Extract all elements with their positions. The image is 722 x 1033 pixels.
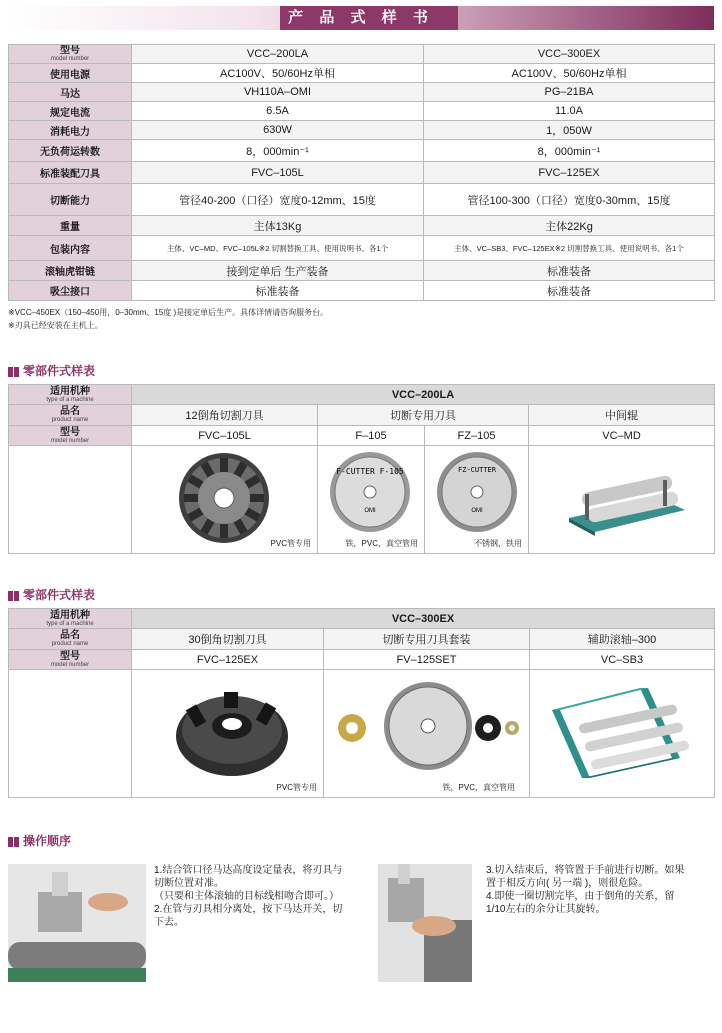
spec-value-a: 630W bbox=[132, 121, 424, 140]
parts1-row-images bbox=[9, 446, 715, 554]
blade-brand: OMI bbox=[471, 508, 483, 514]
spec-value-b: FVC–125EX bbox=[424, 162, 715, 184]
parts1-row-machine bbox=[9, 385, 715, 405]
product-name: 中间辊 bbox=[529, 405, 715, 426]
spec-row bbox=[9, 162, 715, 184]
parts2-table bbox=[8, 608, 715, 798]
label-cn: 品名 bbox=[60, 406, 80, 417]
label-cn: 适用机种 bbox=[50, 609, 90, 621]
model-label bbox=[9, 426, 132, 446]
parts1-row-name bbox=[9, 405, 715, 426]
spec-value-b: 主体22Kg bbox=[424, 216, 715, 236]
model-value: FVC–125EX bbox=[132, 650, 324, 670]
spec-label: 标准装配刀具 bbox=[9, 162, 132, 184]
blade-label: F-CUTTER F-105 bbox=[336, 467, 404, 476]
step-line: 切断位置对准。 bbox=[154, 878, 224, 889]
spec-label: 无负荷运转数 bbox=[9, 140, 132, 162]
model-value: FV–125SET bbox=[324, 650, 530, 670]
product-image-cell bbox=[318, 446, 425, 554]
spec-note-2: ※刃具已经安装在主机上。 bbox=[8, 321, 103, 330]
parts1-heading: 零部件式样表 bbox=[23, 364, 96, 378]
spec-row bbox=[9, 64, 715, 83]
operation-photo-1 bbox=[8, 864, 146, 982]
step-line: （只要和主体滚轴的目标线相吻合即可。） bbox=[154, 891, 339, 902]
spec-row-model bbox=[9, 45, 715, 64]
spec-label: 重量 bbox=[9, 216, 132, 236]
chamfer-blade-30-image bbox=[132, 670, 324, 794]
model-value: VC–MD bbox=[529, 426, 715, 446]
spec-value-a: 8，000min⁻¹ bbox=[132, 140, 424, 162]
parts2-row-name bbox=[9, 629, 715, 650]
cutting-blade-fz105-image bbox=[425, 446, 529, 550]
parts2-heading: 零部件式样表 bbox=[23, 588, 96, 602]
caption: 不锈钢，铁用 bbox=[474, 539, 522, 548]
spec-row bbox=[9, 216, 715, 236]
cutting-blade-f105-image bbox=[318, 446, 425, 550]
spec-value-a: 6.5A bbox=[132, 102, 424, 121]
step-text-2 bbox=[486, 864, 716, 916]
step-line: 置于相反方向( 另一端 )，则很危险。 bbox=[486, 878, 649, 889]
spec-table bbox=[8, 44, 715, 301]
blade-tooth bbox=[220, 524, 228, 538]
spec-value-b: 管径100-300（口径）宽度0-30mm、15度 bbox=[424, 184, 715, 216]
product-image-cell bbox=[132, 670, 324, 798]
spec-value-a: VH110A–OMI bbox=[132, 83, 424, 102]
product-image-cell bbox=[132, 446, 318, 554]
spec-value-b: 主体、VC–SB3、FVC–125EX※2 切割替换工具、使用说明书、各1个 bbox=[424, 236, 715, 261]
product-name: 切断专用刀具 bbox=[318, 405, 529, 426]
model-label bbox=[9, 650, 132, 670]
spec-row bbox=[9, 184, 715, 216]
spec-row bbox=[9, 261, 715, 281]
label-en: model number bbox=[50, 661, 90, 668]
page-title: 产 品 式 样 书 bbox=[288, 9, 434, 26]
step-line: 下去。 bbox=[154, 917, 184, 928]
product-name: 辅助滚轴–300 bbox=[530, 629, 715, 650]
blade-tooth bbox=[250, 494, 264, 502]
chamfer-blade-12-image bbox=[132, 446, 318, 550]
section-squares-icon bbox=[8, 591, 20, 602]
product-name: 30倒角切割刀具 bbox=[132, 629, 324, 650]
label-cn: 型号 bbox=[60, 426, 80, 438]
machine-value: VCC–200LA bbox=[132, 385, 715, 405]
model-value: VC–SB3 bbox=[530, 650, 715, 670]
spec-label: 使用电源 bbox=[9, 64, 132, 83]
machine-value: VCC–300EX bbox=[132, 609, 715, 629]
parts2-row-model bbox=[9, 650, 715, 670]
label-cn: 型号 bbox=[60, 650, 80, 662]
label-cn: 型号 bbox=[60, 45, 80, 56]
caption: PVC管专用 bbox=[276, 783, 317, 792]
cutting-blade-set-image bbox=[324, 670, 530, 794]
caption: 铁，PVC，真空管用 bbox=[345, 539, 418, 548]
spec-value-b: AC100V、50/60Hz单相 bbox=[424, 64, 715, 83]
parts1-table bbox=[8, 384, 715, 554]
name-label bbox=[9, 405, 132, 426]
spec-label: 包装内容 bbox=[9, 236, 132, 261]
step-line: 1.结合管口径马达高度设定量表，将刃具与 bbox=[154, 865, 343, 876]
step-text-1 bbox=[154, 864, 374, 929]
label-en: product name bbox=[51, 417, 89, 423]
parts1-section-title bbox=[8, 362, 95, 379]
label-en: type of a machine bbox=[46, 620, 94, 627]
label-en: product name bbox=[51, 641, 89, 647]
product-image-cell bbox=[529, 446, 715, 554]
machine-label bbox=[9, 609, 132, 629]
blade-tooth bbox=[220, 458, 228, 472]
spec-value-a: 接到定单后 生产装备 bbox=[132, 261, 424, 281]
product-name: 切断专用刀具套装 bbox=[324, 629, 530, 650]
step-line: 1/10左右的余分让其旋转。 bbox=[486, 904, 606, 915]
label-en: model number bbox=[50, 56, 90, 62]
parts2-row-machine bbox=[9, 609, 715, 629]
spec-row bbox=[9, 121, 715, 140]
model-value: FZ–105 bbox=[425, 426, 529, 446]
step-line: 4.即使一圈切割完毕，由于倒角的关系，留 bbox=[486, 891, 675, 902]
spec-value-b: PG–21BA bbox=[424, 83, 715, 102]
label-en: type of a machine bbox=[46, 396, 94, 403]
spec-value-b: 标准装备 bbox=[424, 281, 715, 301]
spec-value-a: AC100V、50/60Hz单相 bbox=[132, 64, 424, 83]
spec-row bbox=[9, 140, 715, 162]
label-cn: 品名 bbox=[60, 630, 80, 641]
caption: PVC管专用 bbox=[270, 539, 311, 548]
spec-value-a: FVC–105L bbox=[132, 162, 424, 184]
spec-row bbox=[9, 83, 715, 102]
product-name: 12倒角切割刀具 bbox=[132, 405, 318, 426]
parts2-section-title bbox=[8, 586, 95, 603]
product-image-cell bbox=[425, 446, 529, 554]
spec-label: 马达 bbox=[9, 83, 132, 102]
section-squares-icon bbox=[8, 367, 20, 378]
caption: 铁，PVC，真空管用 bbox=[442, 783, 515, 792]
blade-label: FZ-CUTTER bbox=[458, 466, 496, 474]
label-en: model number bbox=[50, 437, 90, 444]
middle-roller-image bbox=[529, 446, 715, 550]
product-image-cell bbox=[530, 670, 715, 798]
blade-tooth bbox=[184, 494, 198, 502]
spec-value-a: VCC–200LA bbox=[132, 45, 424, 64]
spec-row bbox=[9, 281, 715, 301]
operation-photo-2 bbox=[378, 864, 472, 982]
name-label bbox=[9, 629, 132, 650]
step-line: 3.切入结束后，将管置于手前进行切断。如果 bbox=[486, 865, 685, 876]
model-value: F–105 bbox=[318, 426, 425, 446]
image-label-cell bbox=[9, 446, 132, 554]
parts1-row-model bbox=[9, 426, 715, 446]
support-roller-image bbox=[530, 670, 715, 794]
spec-value-b: 8，000min⁻¹ bbox=[424, 140, 715, 162]
spec-value-a: 管径40-200（口径）宽度0-12mm、15度 bbox=[132, 184, 424, 216]
spec-label-model bbox=[9, 45, 132, 64]
image-label-cell bbox=[9, 670, 132, 798]
spec-label: 切断能力 bbox=[9, 184, 132, 216]
model-value: FVC–105L bbox=[132, 426, 318, 446]
operation-heading: 操作顺序 bbox=[23, 834, 72, 848]
spec-row bbox=[9, 102, 715, 121]
step-line: 2.在管与刃具相分离处，按下马达开关，切 bbox=[154, 904, 343, 915]
machine-label bbox=[9, 385, 132, 405]
spec-value-b: 11.0A bbox=[424, 102, 715, 121]
spec-value-b: VCC–300EX bbox=[424, 45, 715, 64]
spec-label: 规定电流 bbox=[9, 102, 132, 121]
spec-note-1: ※VCC–450EX（150–450用，0–30mm、15度 )是接定单后生产。具体详情请咨询服务台。 bbox=[8, 308, 329, 317]
spec-value-a: 主体13Kg bbox=[132, 216, 424, 236]
spec-value-a: 标准装备 bbox=[132, 281, 424, 301]
product-image-cell bbox=[324, 670, 530, 798]
operation-section-title bbox=[8, 832, 71, 849]
label-cn: 适用机种 bbox=[50, 385, 90, 397]
spec-row bbox=[9, 236, 715, 261]
spec-label: 消耗电力 bbox=[9, 121, 132, 140]
spec-value-a: 主体、VC–MD、FVC–105L※2 切割替换工具、使用说明书、各1个 bbox=[132, 236, 424, 261]
spec-label: 滚轴虎钳链 bbox=[9, 261, 132, 281]
spec-label: 吸尘接口 bbox=[9, 281, 132, 301]
title-banner bbox=[8, 6, 714, 30]
spec-value-b: 标准装备 bbox=[424, 261, 715, 281]
parts2-row-images bbox=[9, 670, 715, 798]
spec-value-b: 1，050W bbox=[424, 121, 715, 140]
section-squares-icon bbox=[8, 837, 20, 848]
blade-brand: OMI bbox=[364, 508, 376, 514]
